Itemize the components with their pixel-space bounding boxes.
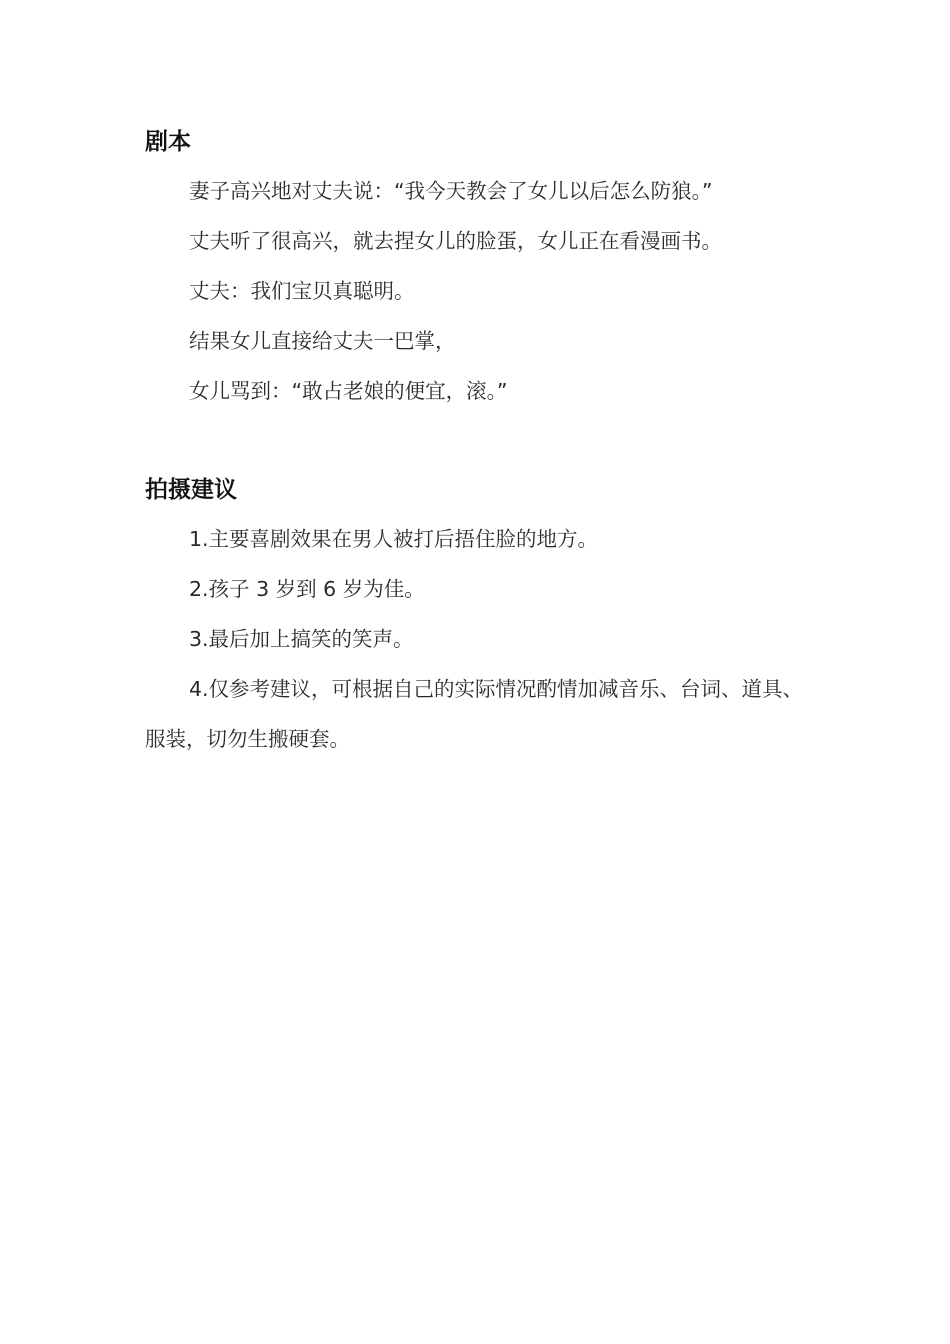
advice-item-2: 2.孩子 3 岁到 6 岁为佳。 (189, 577, 425, 601)
advice-item-3: 3.最后加上搞笑的笑声。 (189, 627, 414, 651)
document-content (145, 118, 810, 764)
script-line-2: 丈夫听了很高兴，就去捏女儿的脸蛋，女儿正在看漫画书。 (189, 229, 722, 253)
advice-item-1: 1.主要喜剧效果在男人被打后捂住脸的地方。 (189, 527, 599, 551)
advice-item-4: 4.仅参考建议，可根据自己的实际情况酌情加减音乐、台词、道具、服装，切勿生搬硬套。 (145, 677, 804, 751)
script-line-3: 丈夫：我们宝贝真聪明。 (189, 279, 415, 303)
script-heading: 剧本 (145, 129, 191, 155)
script-line-4: 结果女儿直接给丈夫一巴掌， (189, 329, 456, 353)
script-line-5: 女儿骂到：“敢占老娘的便宜，滚。” (189, 379, 508, 403)
script-line-1: 妻子高兴地对丈夫说：“我今天教会了女儿以后怎么防狼。” (189, 179, 713, 203)
advice-heading: 拍摄建议 (145, 477, 237, 503)
section-spacer (145, 416, 810, 466)
